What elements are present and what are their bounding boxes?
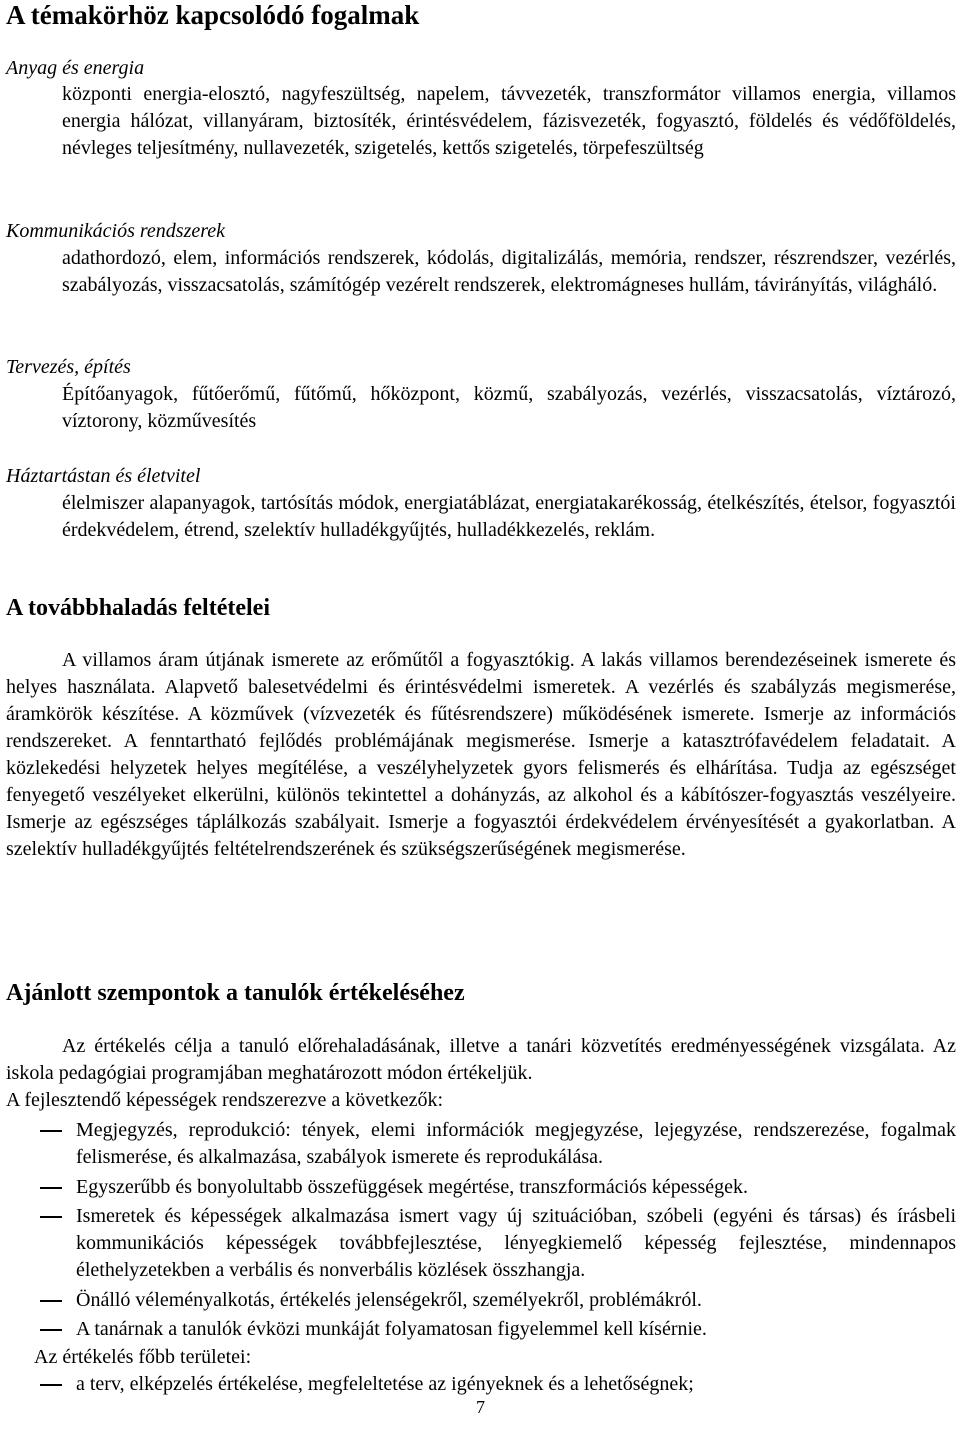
topic-text-energy: központi energia-elosztó, nagyfeszültség, napelem, távvezeték, transzformátor villamos energia, villamos energia hálózat, villanyáram, biztosíték, érintésvédelem, fázisvezeték, fogyasztó, földelés és védőföldelés, névleges teljesítmény, nullavezeték, szigetelés, kettős szigetelés, törpefeszültség <box>62 83 956 159</box>
topic-title-energy: Anyag és energia <box>6 57 145 79</box>
section-heading-assessment: Ajánlott szempontok a tanulók értékeléséhez <box>6 980 465 1006</box>
skill-list-item <box>6 1287 956 1314</box>
dash-bullet <box>40 1187 62 1189</box>
progression-paragraph: A villamos áram útjának ismerete az erőműtől a fogyasztókig. A lakás villamos berendezéseinek ismerete és helyes használata. Alapvető balesetvédelmi és érintésvédelmi ismeretek. A vezérlés és szabályzás megismerése, áramkörök készítése. A közművek (vízvezeték és fűtésrendszere) működésének ismerete. Ismerje az információs rendszereket. A fenntartható fejlődés problémájának megismerése. Ismerje a katasztrófavédelem feladatait. A közlekedési helyzetek helyes megítélése, a veszélyhelyzetek gyors felismerés és elhárítása. Tudja az egészséget fenyegető veszélyeket elkerülni, különös tekintettel a dohányzás, az alkohol és a kábítószer-fogyasztás veszélyeire. Ismerje az egészséges táplálkozás szabályait. Ismerje a fogyasztói érdekvédelem érvényesítését a gyakorlatban. A szelektív hulladékgyűjtés feltételrendszerének és szükségszerűségének megismerése. <box>6 649 956 860</box>
page-number: 7 <box>476 1397 485 1417</box>
topic-title-communication: Kommunikációs rendszerek <box>6 220 226 242</box>
areas-lead-text: Az értékelés főbb területei: <box>34 1346 252 1368</box>
area-item-text: a terv, elképzelés értékelése, megfeleltetése az igényeknek és a lehetőségnek; <box>76 1373 694 1395</box>
skill-list-item <box>6 1316 956 1343</box>
skills-lead-text: A fejlesztendő képességek rendszerezve a következők: <box>6 1089 444 1111</box>
dash-bullet <box>40 1300 62 1302</box>
topic-title-construction: Tervezés, építés <box>6 356 131 378</box>
skill-item-text: Ismeretek és képességek alkalmazása ismert vagy új szituációban, szóbeli (egyéni és társas) és írásbeli kommunikációs képességek továbbfejlesztése, lényegkiemelő képesség fejlesztése, mindennapos élethelyzetekben a verbális és nonverbális közlések összhangja. <box>76 1205 956 1281</box>
section-heading-concepts: A témakörhöz kapcsolódó fogalmak <box>6 0 420 30</box>
topic-text-household: élelmiszer alapanyagok, tartósítás módok, energiatáblázat, energiatakarékosság, ételkészítés, ételsor, fogyasztói érdekvédelem, étrend, szelektív hulladékgyűjtés, hulladékkezelés, reklám. <box>62 492 956 541</box>
topic-text-communication: adathordozó, elem, információs rendszerek, kódolás, digitalizálás, memória, rendszer, részrendszer, vezérlés, szabályozás, visszacsatolás, számítógép vezérelt rendszerek, elektromágneses hullám, távirányítás, világháló. <box>62 247 956 296</box>
skill-list-item <box>6 1203 956 1284</box>
area-list-item <box>6 1371 956 1398</box>
skill-item-text: Megjegyzés, reprodukció: tények, elemi információk megjegyzése, lejegyzése, rendszerezése, fogalmak felismerése, és alkalmazása, szabályok ismerete és reprodukálása. <box>76 1119 956 1168</box>
skill-list-item <box>6 1174 956 1201</box>
skill-list-item <box>6 1117 956 1171</box>
dash-bullet <box>40 1384 62 1386</box>
topic-text-construction: Építőanyagok, fűtőerőmű, fűtőmű, hőközpont, közmű, szabályozás, vezérlés, visszacsatolás, víztározó, víztorony, közművesítés <box>62 383 956 432</box>
section-heading-progression: A továbbhaladás feltételei <box>6 595 270 621</box>
dash-bullet <box>40 1329 62 1331</box>
assessment-intro-paragraph: Az értékelés célja a tanuló előrehaladásának, illetve a tanári közvetítés eredményességének vizsgálata. Az iskola pedagógiai programjában meghatározott módon értékeljük. <box>6 1035 956 1084</box>
skill-item-text: Egyszerűbb és bonyolultabb összefüggések megértése, transzformációs képességek. <box>76 1176 749 1198</box>
dash-bullet <box>40 1216 62 1218</box>
dash-bullet <box>40 1130 62 1132</box>
skill-item-text: A tanárnak a tanulók évközi munkáját folyamatosan figyelemmel kell kísérnie. <box>76 1318 707 1340</box>
topic-title-household: Háztartástan és életvitel <box>6 465 201 487</box>
skill-item-text: Önálló véleményalkotás, értékelés jelenségekről, személyekről, problémákról. <box>76 1289 702 1311</box>
